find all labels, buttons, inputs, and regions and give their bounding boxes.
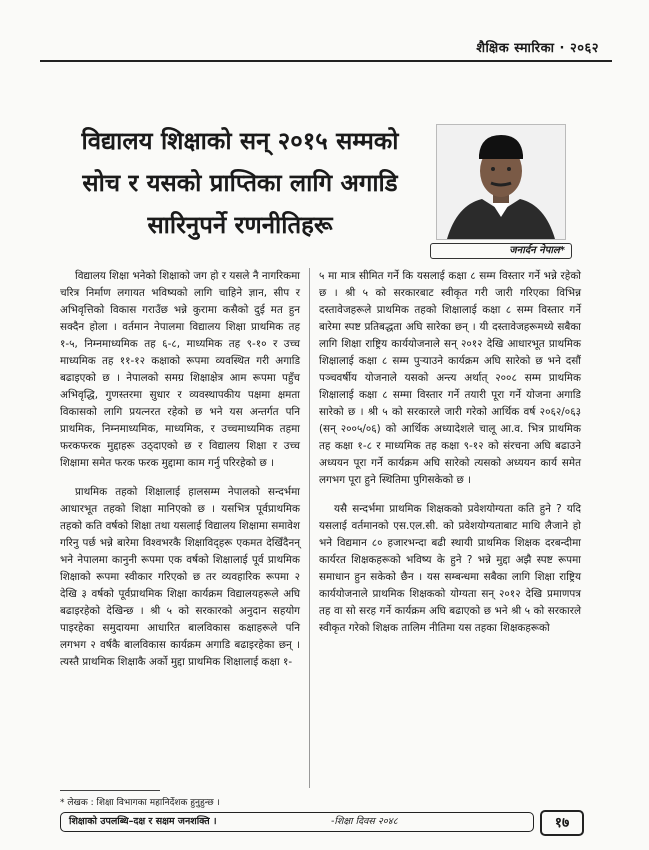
- paragraph: ५ मा मात्र सीमित गर्ने कि यसलाई कक्षा ८ सम्म विस्तार गर्ने भन्ने रहेको छ । श्री ५ को सरकारबाट स्वीकृत गरी जारी गरिएका विभिन्न दस्तावेजहरूले प्राथमिक तहको शिक्षालाई कक्षा ८ सम्म विस्तार गर्ने बारेमा स्पष्ट प्रतिबद्धता अघि सारेका छन् । यी दस्तावेजहरूमध्ये सबैका लागि शिक्षा राष्ट्रिय कार्ययोजनाले सन् २०१२ देखि आधारभूत प्राथमिक शिक्षालाई कक्षा ८ सम्म पुऱ्याउने कार्यक्रम अघि सारेको छ भने दसौं पञ्चवर्षीय योजनाले यसको अन्त्य अर्थात् २००८ सम्म प्राथमिक शिक्षालाई कक्षा ८ सम्मा विस्तार गर्ने तयारी पूरा गर्ने योजना अगाडि सारेको छ । श्री ५ को सरकारले जारी गरेको आर्थिक वर्ष २०६२/०६३ (सन् २००५/०६) को आर्थिक अध्यादेशले चालू आ.व. भित्र प्राथमिक तह कक्षा १-८ र माध्यमिक तह कक्षा ९-१२ को संरचना अघि बढाउने अध्ययन पूरा गर्ने कार्यक्रम अघि सारेको त्यसको अध्ययन कार्य समेत लगभग पूरा हुने स्थितिमा पुगिसकेको छ ।: [319, 270, 581, 486]
- title-line-3: सारिनुपर्ने रणनीतिहरू: [147, 211, 333, 239]
- footnote-rule: [60, 790, 160, 791]
- footer-slogan: शिक्षाको उपलब्धि–दक्ष र सक्षम जनशक्ति ।: [69, 816, 217, 827]
- column-divider: [309, 268, 310, 788]
- paragraph: यसै सन्दर्भमा प्राथमिक शिक्षकको प्रवेशयोग्यता कति हुने ? यदि यसलाई वर्तमानको एस.एल.सी. को प्रवेशयोग्यताबाट माथि लैजाने हो भने विद्यमान ८० हजारभन्दा बढी स्थायी प्राथमिक शिक्षक दरबन्दीमा कार्यरत शिक्षकहरूको भविष्य के हुने ? भन्ने मुद्दा अझै स्पष्ट रूपमा समाधान हुन सकेको छैन । यस सम्बन्धमा सबैका लागि शिक्षा राष्ट्रिय कार्ययोजनाले प्राथमिक शिक्षकको योग्यता सन् २०१२ देखि प्रमाणपत्र तह वा सो सरह गर्ने कार्यक्रम अघि बढाएको छ भने श्री ५ को सरकारले स्वीकृत गरेको शिक्षक तालिम नीतिमा यस तहका शिक्षकहरूको: [319, 503, 581, 634]
- footnote: * लेखक : शिक्षा विभागका महानिर्देशक हुनुहुन्छ ।: [60, 798, 220, 808]
- right-column: [319, 268, 581, 637]
- paragraph: प्राथमिक तहको शिक्षालाई हालसम्म नेपालको सन्दर्भमा आधारभूत तहको शिक्षा मानिएको छ । यसभित्र पूर्वप्राथमिक तहको कति वर्षको शिक्षा तथा यसलाई विद्यालय शिक्षामा समावेश गरिनु पर्छ भन्ने बारेमा विश्वभरकै शिक्षाविद्हरू एकमत देखिँदैनन् भने नेपालमा कानुनी रूपमा एक वर्षको शिक्षालाई पूर्व प्राथमिक शिक्षाको रूपमा स्वीकार गरिएको छ तर व्यवहारिक रूपमा २ देखि ३ वर्षको पूर्वप्राथमिक शिक्षा कार्यक्रम विद्यालयहरूले अघि बढाइरहेको देखिन्छ । श्री ५ को सरकारको अनुदान सहयोग पाइरहेका समुदायमा आधारित बालविकास कक्षाहरूले पनि लगभग २ वर्षकै बालविकास कार्यक्रम अगाडि बढाइरहेका छन् । त्यस्तै प्राथमिक शिक्षाकै अर्को मुद्दा प्राथमिक शिक्षालाई कक्षा १-: [60, 486, 300, 668]
- author-photo: [436, 124, 566, 240]
- footer-bar: [60, 812, 534, 832]
- footer-center-text: -शिक्षा दिवस २०४८: [331, 816, 398, 827]
- title-line-1: विद्यालय शिक्षाको सन् २०१५ सम्मको: [81, 127, 399, 155]
- header-rule: [40, 60, 612, 62]
- article-title: [60, 120, 420, 246]
- page-number: १७: [540, 810, 584, 836]
- author-portrait-icon: [437, 125, 565, 239]
- journal-header-title: शैक्षिक स्मारिका · २०६२: [476, 41, 599, 56]
- left-column: [60, 268, 300, 671]
- paragraph: विद्यालय शिक्षा भनेको शिक्षाको जग हो र यसले नै नागरिकमा चरित्र निर्माण लगायत भविष्यको लागि चाहिने ज्ञान, सीप र अभिवृत्तिको विकास गराउँछ भन्ने कुरामा कसैको दुई मत हुन सक्दैन होला । वर्तमान नेपालमा विद्यालय शिक्षा प्राथमिक तह १-५, निम्नमाध्यमिक तह ६-८, माध्यमिक तह ९-१० र उच्च माध्यमिक तह ११-१२ कक्षाको रूपमा व्यवस्थित गरी अगाडि बढाइएको छ । नेपालको समग्र शिक्षाक्षेत्र आम रूपमा पहुँच अभिवृद्धि, गुणस्तरमा सुधार र व्यवस्थापकीय पक्षमा क्षमता विकासको लागि प्रयत्नरत रहेको छ भने यस अन्तर्गत पनि प्राथमिक, निम्नमाध्यमिक, माध्यमिक, र उच्चमाध्यमिक तहमा फरकफरक मुद्दाहरू उठ्दाएको छ र विद्यालय शिक्षा र उच्च शिक्षामा समेत फरक फरक मुद्दामा काम गर्नु परिरहेको छ ।: [60, 270, 300, 469]
- title-line-2: सोच र यसको प्राप्तिका लागि अगाडि: [82, 169, 398, 197]
- author-name: जनार्दन नेपाल*: [430, 243, 572, 259]
